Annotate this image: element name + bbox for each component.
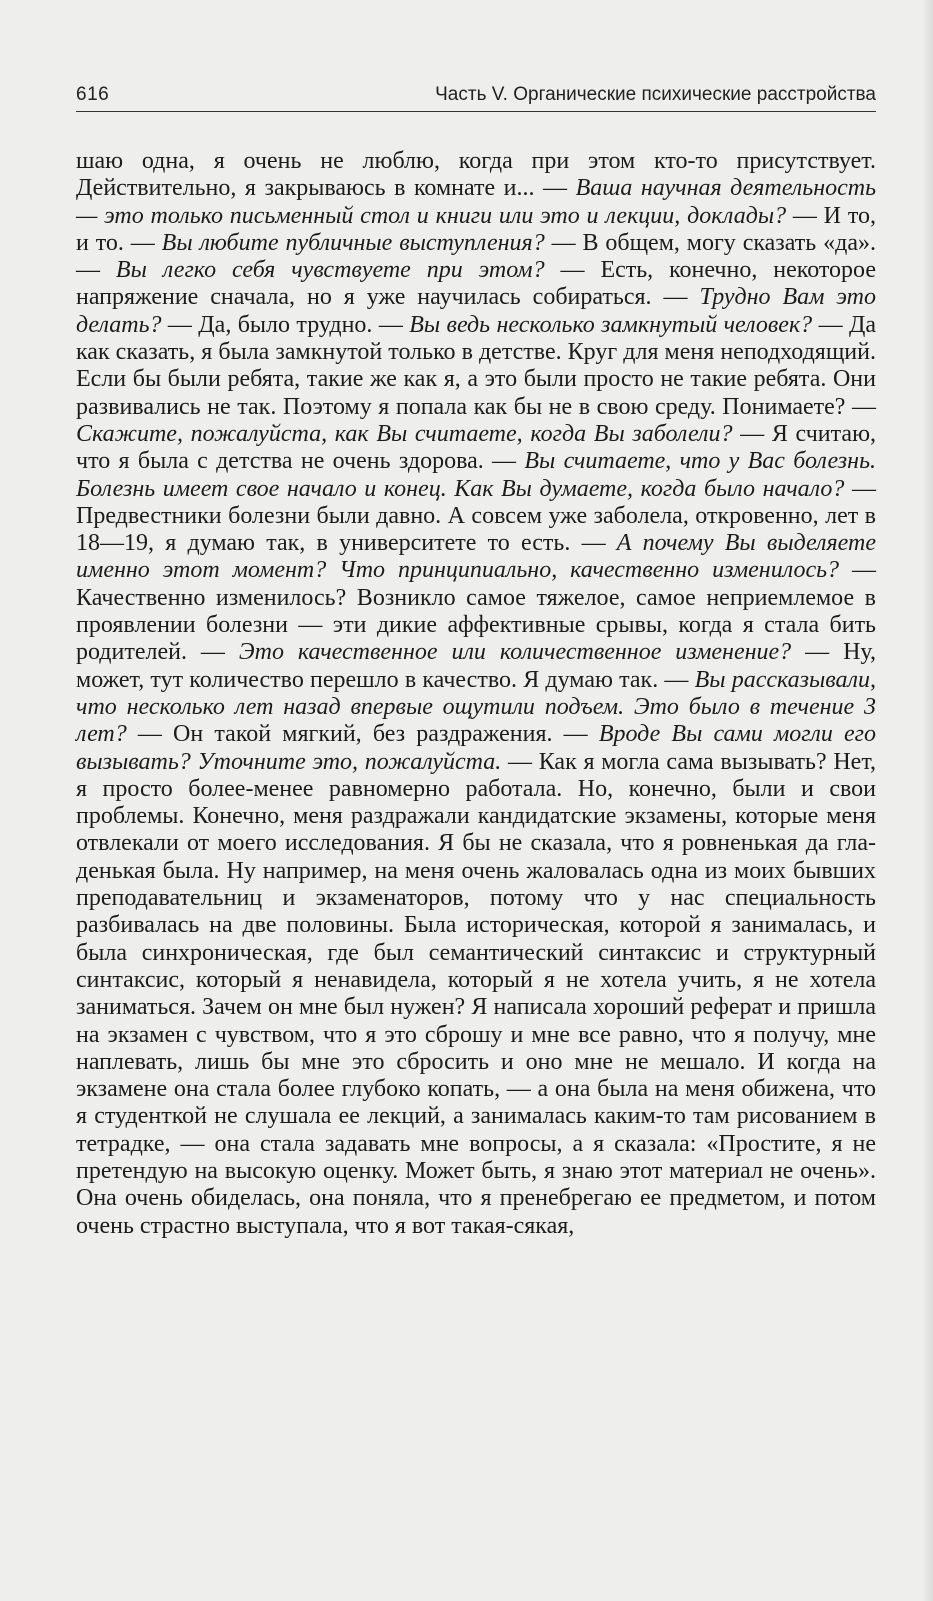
answer-text: — И то, и то. — [76,202,876,256]
answer-text: — Как я могла сама вызывать? Нет, я просто более-менее равномерно работала. Но, конечно, были и свои проблемы. Конечно, меня раздражали кандидатские экзамены, которые меня отвлекали от моего исследования. Я бы не сказала, что я ровненькая да гладенькая была. Ну например, на меня очень жаловалась одна из моих бывших преподавательниц и экзаменаторов, потому что у нас специальность разбивалась на две половины. Была историческая, которой я занималась, и была синхроническая, где был семантический синтаксис и структурный синтаксис, который я ненавидела, который я не хотела учить, я не хотела заниматься. Зачем он мне был нужен? Я написала хороший реферат и пришла на экзамен с чувством, что я это сброшу и мне все равно, что я получу, мне наплевать, лишь бы мне это сбросить и оно мне не мешало. И когда на экзамене она стала более глубоко копать, — а она была на меня обижена, что я студенткой не слушала ее лекций, а занималась каким-то там рисованием в тетрадке, — она стала задавать мне вопросы, а я сказала: «Простите, я не претендую на высокую оценку. Может быть, я знаю этот материал не очень». Она очень обиделась, она поняла, что я пренебрегаю ее предметом, и потом очень страстно выступала, что я вот такая-сякая, [76,748,876,1239]
answer-text: — Ну, может, тут количество перешло в качество. Я думаю так. — [76,639,877,693]
answer-text: шаю одна, я очень не люблю, когда при этом кто-то присутствует. Действительно, я закрываюсь в комнате и... — [76,148,876,202]
question-text: Вы ведь несколько замкнутый человек? [409,311,813,338]
question-text: Трудно Вам это делать? [76,284,876,338]
question-text: А почему Вы выделяете именно этот момент? Что принципиально, качественно изменилось? [76,530,876,584]
header-rule [76,111,876,112]
answer-text: — Да, было трудно. — [161,311,410,338]
page-number: 616 [76,84,110,105]
answer-text: — В общем, могу сказать «да». — [76,229,876,284]
page-header [76,84,876,110]
answer-text: — Качественно изменилось? Возникло самое тяжелое, самое неприемлемое в проявлении болезни — эти дикие аффективные срывы, когда я стала бить родителей. — [76,557,876,666]
question-text: Это качественное или количественное изменение? [238,639,792,666]
question-text: Скажите, пожалуйста, как Вы считаете, когда Вы заболели? [76,420,733,447]
question-text: Вы рассказывали, что несколько лет назад впервые ощутили подъем. Это было в течение 3 лет? [76,666,876,748]
running-title: Часть V. Органические психические расстройства [435,84,876,105]
question-text: Вы считаете, что у Вас болезнь. Болезнь имеет свое начало и конец. Как Вы думаете, когда было начало? [76,448,876,502]
question-text: Вы легко себя чувствуете при этом? [115,257,545,284]
question-text: Вы любите публичные выступления? [161,229,545,256]
answer-text: — Я считаю, что я была с детства не очень здорова. — [76,420,877,475]
answer-text: — Да как сказать, я была замкнутой только в детстве. Круг для меня неподходящий. Если бы были ребята, такие же как я, а это были просто не такие ребята. Они развивались не так. Поэтому я попала как бы не в свою среду. Понимаете? — [76,311,876,420]
question-text: Вроде Вы сами могли его вызывать? Уточните это, пожалуйста. [76,721,876,775]
answer-text: — Есть, конечно, некоторое напряжение сначала, но я уже научилась собираться. — [76,257,876,311]
body-text [76,148,876,1240]
answer-text: — Предвестники болезни были давно. А совсем уже заболела, откровенно, лет в 18—19, я думаю так, в университете то есть. — [76,475,876,557]
page-edge-shadow [923,0,933,1601]
question-text: Ваша научная деятельность — это только письменный стол и книги или это и лекции, доклады? [76,175,877,229]
answer-text: — Он такой мягкий, без раздражения. — [126,721,599,748]
